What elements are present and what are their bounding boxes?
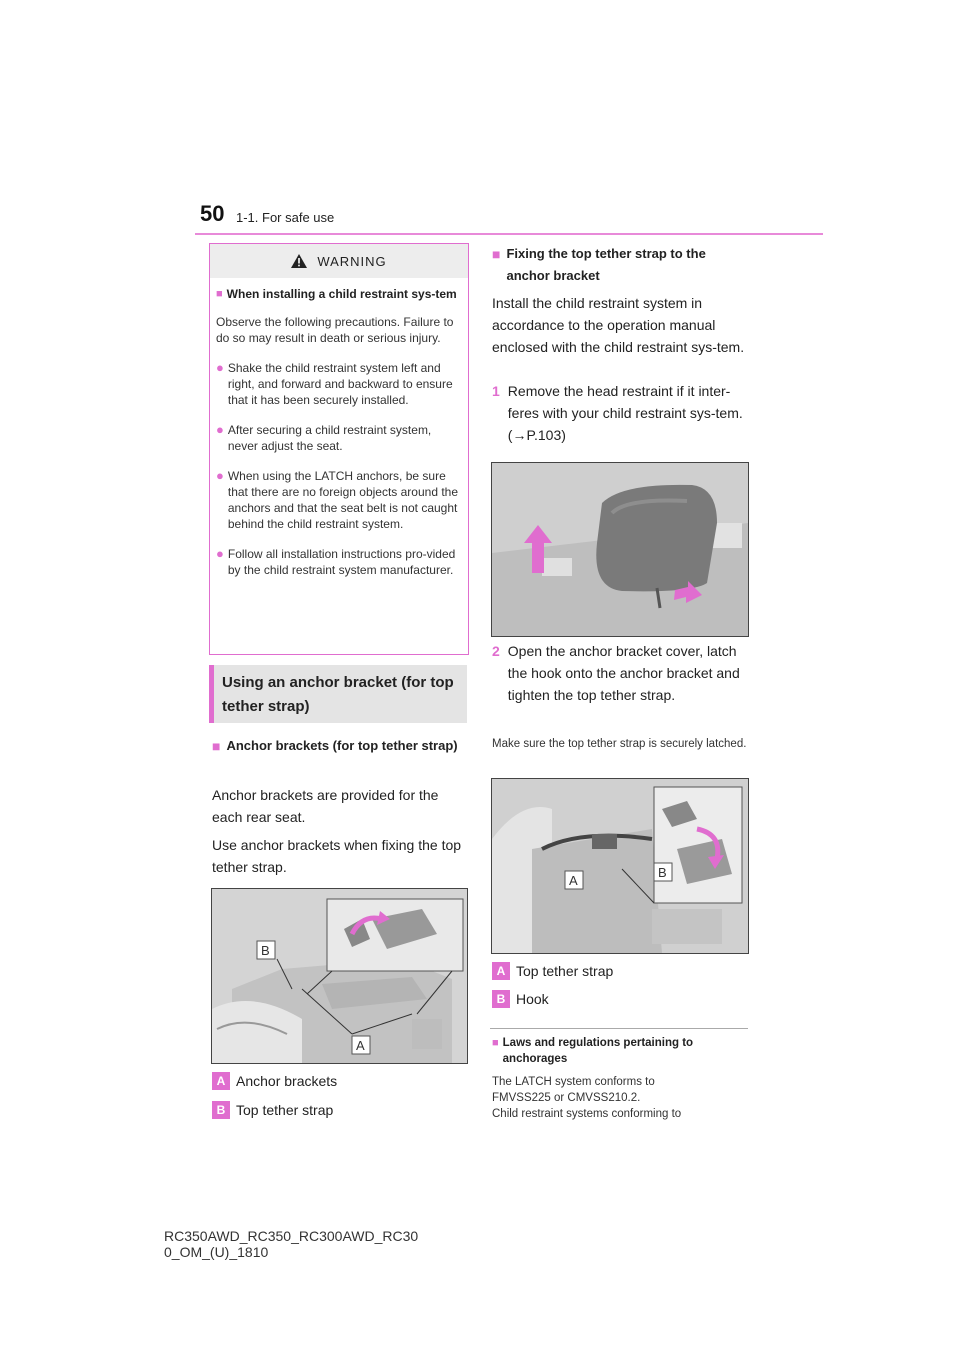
section-title: 1-1. For safe use (236, 210, 335, 225)
legend-key-b: B (492, 990, 510, 1008)
right-subheading-block (492, 243, 752, 287)
square-bullet-icon: ■ (492, 1037, 499, 1049)
document-footer (164, 1228, 418, 1260)
left-subheading-block (212, 735, 467, 757)
note-divider (490, 1028, 748, 1029)
figure-label-a: A (569, 873, 578, 888)
warning-heading: ■ When installing a child restraint sys-tem (216, 287, 457, 301)
right-para-1: Install the child restraint system in accordance to the operation manual enclosed with the child restraint sys-tem. (492, 295, 745, 355)
rear-seat-illustration (212, 889, 467, 1063)
legend-top-tether-strap-right: A Top tether strap (492, 962, 613, 980)
head-restraint-figure (491, 462, 749, 637)
head-restraint-illustration (492, 463, 748, 636)
warning-title: WARNING (317, 253, 387, 269)
left-para-2: Use anchor brackets when fixing the top tether strap. (212, 837, 462, 875)
warning-triangle-icon (291, 254, 307, 268)
tether-hook-illustration (492, 779, 748, 953)
step-1 (492, 380, 752, 446)
figure-label-b: B (658, 865, 667, 880)
legend-anchor-brackets: A Anchor brackets (212, 1072, 337, 1090)
step-number: 2 (492, 643, 500, 659)
footer-line-2: 0_OM_(U)_1810 (164, 1244, 269, 1260)
laws-heading: ■ Laws and regulations pertaining to anchorages (492, 1037, 694, 1065)
warning-bullet: ● Follow all installation instructions pro-vided by the child restraint system manufacturer. (216, 546, 456, 577)
square-bullet-icon: ■ (216, 288, 223, 300)
figure-label-a: A (356, 1038, 365, 1053)
laws-heading-block (492, 1035, 750, 1067)
fixing-subheading: ■ Fixing the top tether strap to the anchor bracket (492, 243, 752, 287)
laws-text-1: The LATCH system conforms to FMVSS225 or CMVSS210.2. (492, 1076, 655, 1104)
step-note: Make sure the top tether strap is securely latched. (492, 738, 747, 750)
warning-bullet: ● Shake the child restraint system left and right, and forward and backward to ensure that it has been securely installed. (216, 360, 453, 407)
figure-label-b: B (261, 943, 270, 958)
legend-top-tether-strap: B Top tether strap (212, 1101, 333, 1119)
anchor-brackets-subheading: ■ Anchor brackets (for top tether strap) (212, 735, 467, 757)
footer-line-1: RC350AWD_RC350_RC300AWD_RC30 (164, 1228, 419, 1244)
step-text: Remove the head restraint if it inter-feres with your child restraint sys-tem. (→P.103) (507, 383, 743, 443)
warning-bullet: ● After securing a child restraint system, never adjust the seat. (216, 422, 432, 453)
circle-bullet-icon: ● (216, 468, 224, 483)
tether-hook-figure (491, 778, 749, 954)
warning-header (210, 244, 468, 278)
step-2 (492, 640, 752, 706)
square-bullet-icon: ■ (212, 738, 221, 754)
circle-bullet-icon: ● (216, 546, 224, 561)
header-divider (195, 233, 823, 235)
legend-key-b: B (212, 1101, 230, 1119)
page-number: 50 (200, 201, 225, 226)
step-number: 1 (492, 383, 500, 399)
legend-key-a: A (492, 962, 510, 980)
warning-box (209, 243, 469, 655)
left-para-1: Anchor brackets are provided for the each rear seat. (212, 787, 439, 825)
anchor-bracket-figure (211, 888, 468, 1064)
step-text: Open the anchor bracket cover, latch the hook onto the anchor bracket and tighten the top tether strap. (507, 643, 740, 703)
warning-intro: Observe the following precautions. Failure to do so may result in death or serious injury. (216, 315, 454, 345)
square-bullet-icon: ■ (492, 246, 501, 262)
warning-bullet: ● When using the LATCH anchors, be sure that there are no foreign objects around the anchors and that the seat belt is not caught behind the child restraint system. (216, 468, 459, 531)
circle-bullet-icon: ● (216, 422, 224, 437)
legend-hook: B Hook (492, 990, 549, 1008)
section-heading: Using an anchor bracket (for top tether strap) (209, 665, 467, 723)
legend-key-a: A (212, 1072, 230, 1090)
laws-text-2: Child restraint systems conforming to (492, 1108, 682, 1120)
circle-bullet-icon: ● (216, 360, 224, 375)
